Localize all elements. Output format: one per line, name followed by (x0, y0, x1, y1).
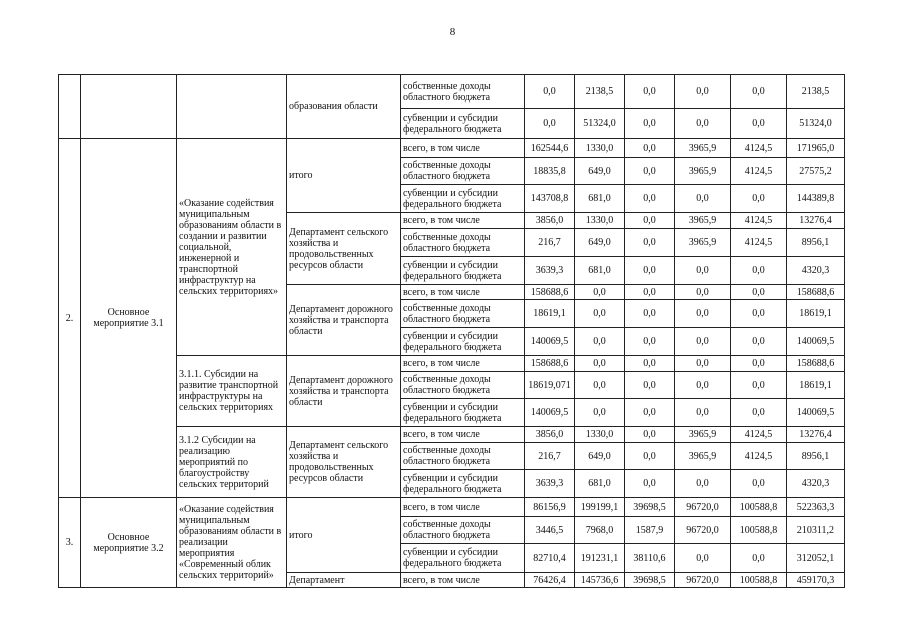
value-cell: 681,0 (575, 470, 625, 498)
value-cell: 3965,9 (675, 443, 731, 470)
value-cell: 3965,9 (675, 158, 731, 185)
table-row (59, 498, 845, 517)
value-cell: 51324,0 (787, 109, 845, 139)
value-cell: 4320,3 (787, 257, 845, 285)
value-cell: 0,0 (625, 158, 675, 185)
funding-source: субвенции и субсидии федерального бюджета (401, 470, 525, 498)
funding-source: собственные доходы областного бюджета (401, 372, 525, 399)
value-cell: 1330,0 (575, 213, 625, 229)
value-cell: 0,0 (731, 356, 787, 372)
executor: Департамент дорожного хозяйства и транспорта области (287, 285, 401, 356)
value-cell: 3856,0 (525, 213, 575, 229)
value-cell: 0,0 (625, 185, 675, 213)
executor: Департамент (287, 573, 401, 588)
value-cell: 216,7 (525, 443, 575, 470)
table-row (59, 139, 845, 158)
value-cell: 649,0 (575, 158, 625, 185)
event-description: 3.1.2 Субсидии на реализацию мероприятий по благоустройству сельских территорий (177, 427, 287, 498)
value-cell: 0,0 (625, 328, 675, 356)
value-cell: 158688,6 (787, 285, 845, 300)
funding-source: собственные доходы областного бюджета (401, 229, 525, 257)
funding-source: собственные доходы областного бюджета (401, 75, 525, 109)
value-cell: 312052,1 (787, 544, 845, 573)
value-cell: 0,0 (625, 75, 675, 109)
event-description (177, 75, 287, 139)
value-cell: 3965,9 (675, 229, 731, 257)
value-cell: 0,0 (625, 109, 675, 139)
value-cell: 7968,0 (575, 517, 625, 544)
value-cell: 0,0 (675, 257, 731, 285)
value-cell: 2138,5 (575, 75, 625, 109)
value-cell: 4320,3 (787, 470, 845, 498)
executor: образования области (287, 75, 401, 139)
value-cell: 0,0 (731, 109, 787, 139)
value-cell: 158688,6 (525, 356, 575, 372)
row-number (59, 75, 81, 139)
value-cell: 0,0 (625, 213, 675, 229)
value-cell: 0,0 (575, 300, 625, 328)
value-cell: 162544,6 (525, 139, 575, 158)
funding-source: всего, в том числе (401, 573, 525, 588)
value-cell: 681,0 (575, 185, 625, 213)
value-cell: 0,0 (731, 328, 787, 356)
funding-source: собственные доходы областного бюджета (401, 300, 525, 328)
event-description: «Оказание содействия муниципальным образованиям области в создании и развитии социальной, инженерной и транспортной инфраструктур на сельских территориях» (177, 139, 287, 356)
value-cell: 0,0 (675, 399, 731, 427)
value-cell: 4124,5 (731, 427, 787, 443)
value-cell: 18835,8 (525, 158, 575, 185)
value-cell: 191231,1 (575, 544, 625, 573)
value-cell: 4124,5 (731, 213, 787, 229)
row-number: 2. (59, 139, 81, 498)
value-cell: 0,0 (625, 257, 675, 285)
value-cell: 0,0 (625, 372, 675, 399)
value-cell: 76426,4 (525, 573, 575, 588)
value-cell: 0,0 (625, 427, 675, 443)
value-cell: 100588,8 (731, 498, 787, 517)
value-cell: 0,0 (625, 229, 675, 257)
value-cell: 39698,5 (625, 573, 675, 588)
value-cell: 96720,0 (675, 517, 731, 544)
table-row (59, 75, 845, 109)
funding-source: субвенции и субсидии федерального бюджета (401, 399, 525, 427)
budget-table (58, 74, 845, 588)
value-cell: 171965,0 (787, 139, 845, 158)
value-cell: 39698,5 (625, 498, 675, 517)
value-cell: 0,0 (675, 356, 731, 372)
value-cell: 100588,8 (731, 517, 787, 544)
funding-source: всего, в том числе (401, 427, 525, 443)
value-cell: 0,0 (731, 470, 787, 498)
value-cell: 0,0 (625, 470, 675, 498)
value-cell: 86156,9 (525, 498, 575, 517)
value-cell: 0,0 (675, 470, 731, 498)
row-number: 3. (59, 498, 81, 588)
program-name: Основное мероприятие 3.2 (81, 498, 177, 588)
value-cell: 0,0 (625, 356, 675, 372)
value-cell: 100588,8 (731, 573, 787, 588)
value-cell: 38110,6 (625, 544, 675, 573)
value-cell: 0,0 (731, 257, 787, 285)
value-cell: 681,0 (575, 257, 625, 285)
value-cell: 522363,3 (787, 498, 845, 517)
value-cell: 27575,2 (787, 158, 845, 185)
value-cell: 8956,1 (787, 443, 845, 470)
value-cell: 3965,9 (675, 139, 731, 158)
value-cell: 96720,0 (675, 498, 731, 517)
value-cell: 13276,4 (787, 427, 845, 443)
value-cell: 0,0 (675, 109, 731, 139)
value-cell: 3856,0 (525, 427, 575, 443)
value-cell: 649,0 (575, 443, 625, 470)
value-cell: 140069,5 (787, 328, 845, 356)
value-cell: 3965,9 (675, 427, 731, 443)
event-description: 3.1.1. Субсидии на развитие транспортной инфраструктуры на сельских территориях (177, 356, 287, 427)
funding-source: всего, в том числе (401, 356, 525, 372)
value-cell: 1330,0 (575, 427, 625, 443)
value-cell: 0,0 (525, 109, 575, 139)
value-cell: 199199,1 (575, 498, 625, 517)
value-cell: 18619,1 (787, 300, 845, 328)
program-name (81, 75, 177, 139)
funding-source: всего, в том числе (401, 285, 525, 300)
value-cell: 0,0 (525, 75, 575, 109)
value-cell: 459170,3 (787, 573, 845, 588)
value-cell: 0,0 (625, 139, 675, 158)
value-cell: 143708,8 (525, 185, 575, 213)
executor: Департамент сельского хозяйства и продовольственных ресурсов области (287, 427, 401, 498)
funding-source: собственные доходы областного бюджета (401, 158, 525, 185)
value-cell: 3639,3 (525, 257, 575, 285)
value-cell: 0,0 (625, 300, 675, 328)
value-cell: 0,0 (675, 300, 731, 328)
value-cell: 2138,5 (787, 75, 845, 109)
funding-source: всего, в том числе (401, 498, 525, 517)
executor: Департамент сельского хозяйства и продовольственных ресурсов области (287, 213, 401, 285)
table-row (59, 427, 845, 443)
funding-source: субвенции и субсидии федерального бюджета (401, 257, 525, 285)
funding-source: субвенции и субсидии федерального бюджета (401, 185, 525, 213)
value-cell: 3639,3 (525, 470, 575, 498)
value-cell: 3446,5 (525, 517, 575, 544)
value-cell: 0,0 (575, 356, 625, 372)
funding-source: собственные доходы областного бюджета (401, 517, 525, 544)
value-cell: 0,0 (625, 399, 675, 427)
value-cell: 4124,5 (731, 229, 787, 257)
value-cell: 0,0 (675, 285, 731, 300)
value-cell: 0,0 (675, 185, 731, 213)
value-cell: 1330,0 (575, 139, 625, 158)
value-cell: 0,0 (731, 399, 787, 427)
value-cell: 0,0 (675, 544, 731, 573)
executor: итого (287, 498, 401, 573)
value-cell: 8956,1 (787, 229, 845, 257)
value-cell: 13276,4 (787, 213, 845, 229)
executor: Департамент дорожного хозяйства и транспорта области (287, 356, 401, 427)
value-cell: 4124,5 (731, 139, 787, 158)
value-cell: 18619,1 (787, 372, 845, 399)
page-number: 8 (449, 26, 456, 38)
funding-source: всего, в том числе (401, 213, 525, 229)
value-cell: 158688,6 (525, 285, 575, 300)
value-cell: 96720,0 (675, 573, 731, 588)
value-cell: 0,0 (625, 285, 675, 300)
value-cell: 158688,6 (787, 356, 845, 372)
event-description: «Оказание содействия муниципальным образованиям области в реализации мероприятия «Современный облик сельских территорий» (177, 498, 287, 588)
funding-source: субвенции и субсидии федерального бюджета (401, 328, 525, 356)
value-cell: 140069,5 (525, 399, 575, 427)
value-cell: 144389,8 (787, 185, 845, 213)
value-cell: 140069,5 (787, 399, 845, 427)
value-cell: 0,0 (675, 75, 731, 109)
value-cell: 18619,071 (525, 372, 575, 399)
value-cell: 649,0 (575, 229, 625, 257)
value-cell: 1587,9 (625, 517, 675, 544)
value-cell: 0,0 (575, 285, 625, 300)
value-cell: 0,0 (731, 75, 787, 109)
value-cell: 82710,4 (525, 544, 575, 573)
value-cell: 145736,6 (575, 573, 625, 588)
value-cell: 0,0 (675, 372, 731, 399)
value-cell: 0,0 (575, 372, 625, 399)
value-cell: 3965,9 (675, 213, 731, 229)
value-cell: 0,0 (731, 544, 787, 573)
funding-source: субвенции и субсидии федерального бюджета (401, 544, 525, 573)
value-cell: 0,0 (731, 372, 787, 399)
value-cell: 0,0 (575, 328, 625, 356)
value-cell: 210311,2 (787, 517, 845, 544)
value-cell: 216,7 (525, 229, 575, 257)
value-cell: 0,0 (675, 328, 731, 356)
value-cell: 4124,5 (731, 443, 787, 470)
table-row (59, 356, 845, 372)
value-cell: 0,0 (575, 399, 625, 427)
executor: итого (287, 139, 401, 213)
funding-source: всего, в том числе (401, 139, 525, 158)
value-cell: 0,0 (731, 285, 787, 300)
value-cell: 18619,1 (525, 300, 575, 328)
funding-source: субвенции и субсидии федерального бюджета (401, 109, 525, 139)
value-cell: 51324,0 (575, 109, 625, 139)
value-cell: 0,0 (731, 300, 787, 328)
value-cell: 0,0 (731, 185, 787, 213)
value-cell: 0,0 (625, 443, 675, 470)
value-cell: 140069,5 (525, 328, 575, 356)
funding-source: собственные доходы областного бюджета (401, 443, 525, 470)
value-cell: 4124,5 (731, 158, 787, 185)
program-name: Основное мероприятие 3.1 (81, 139, 177, 498)
